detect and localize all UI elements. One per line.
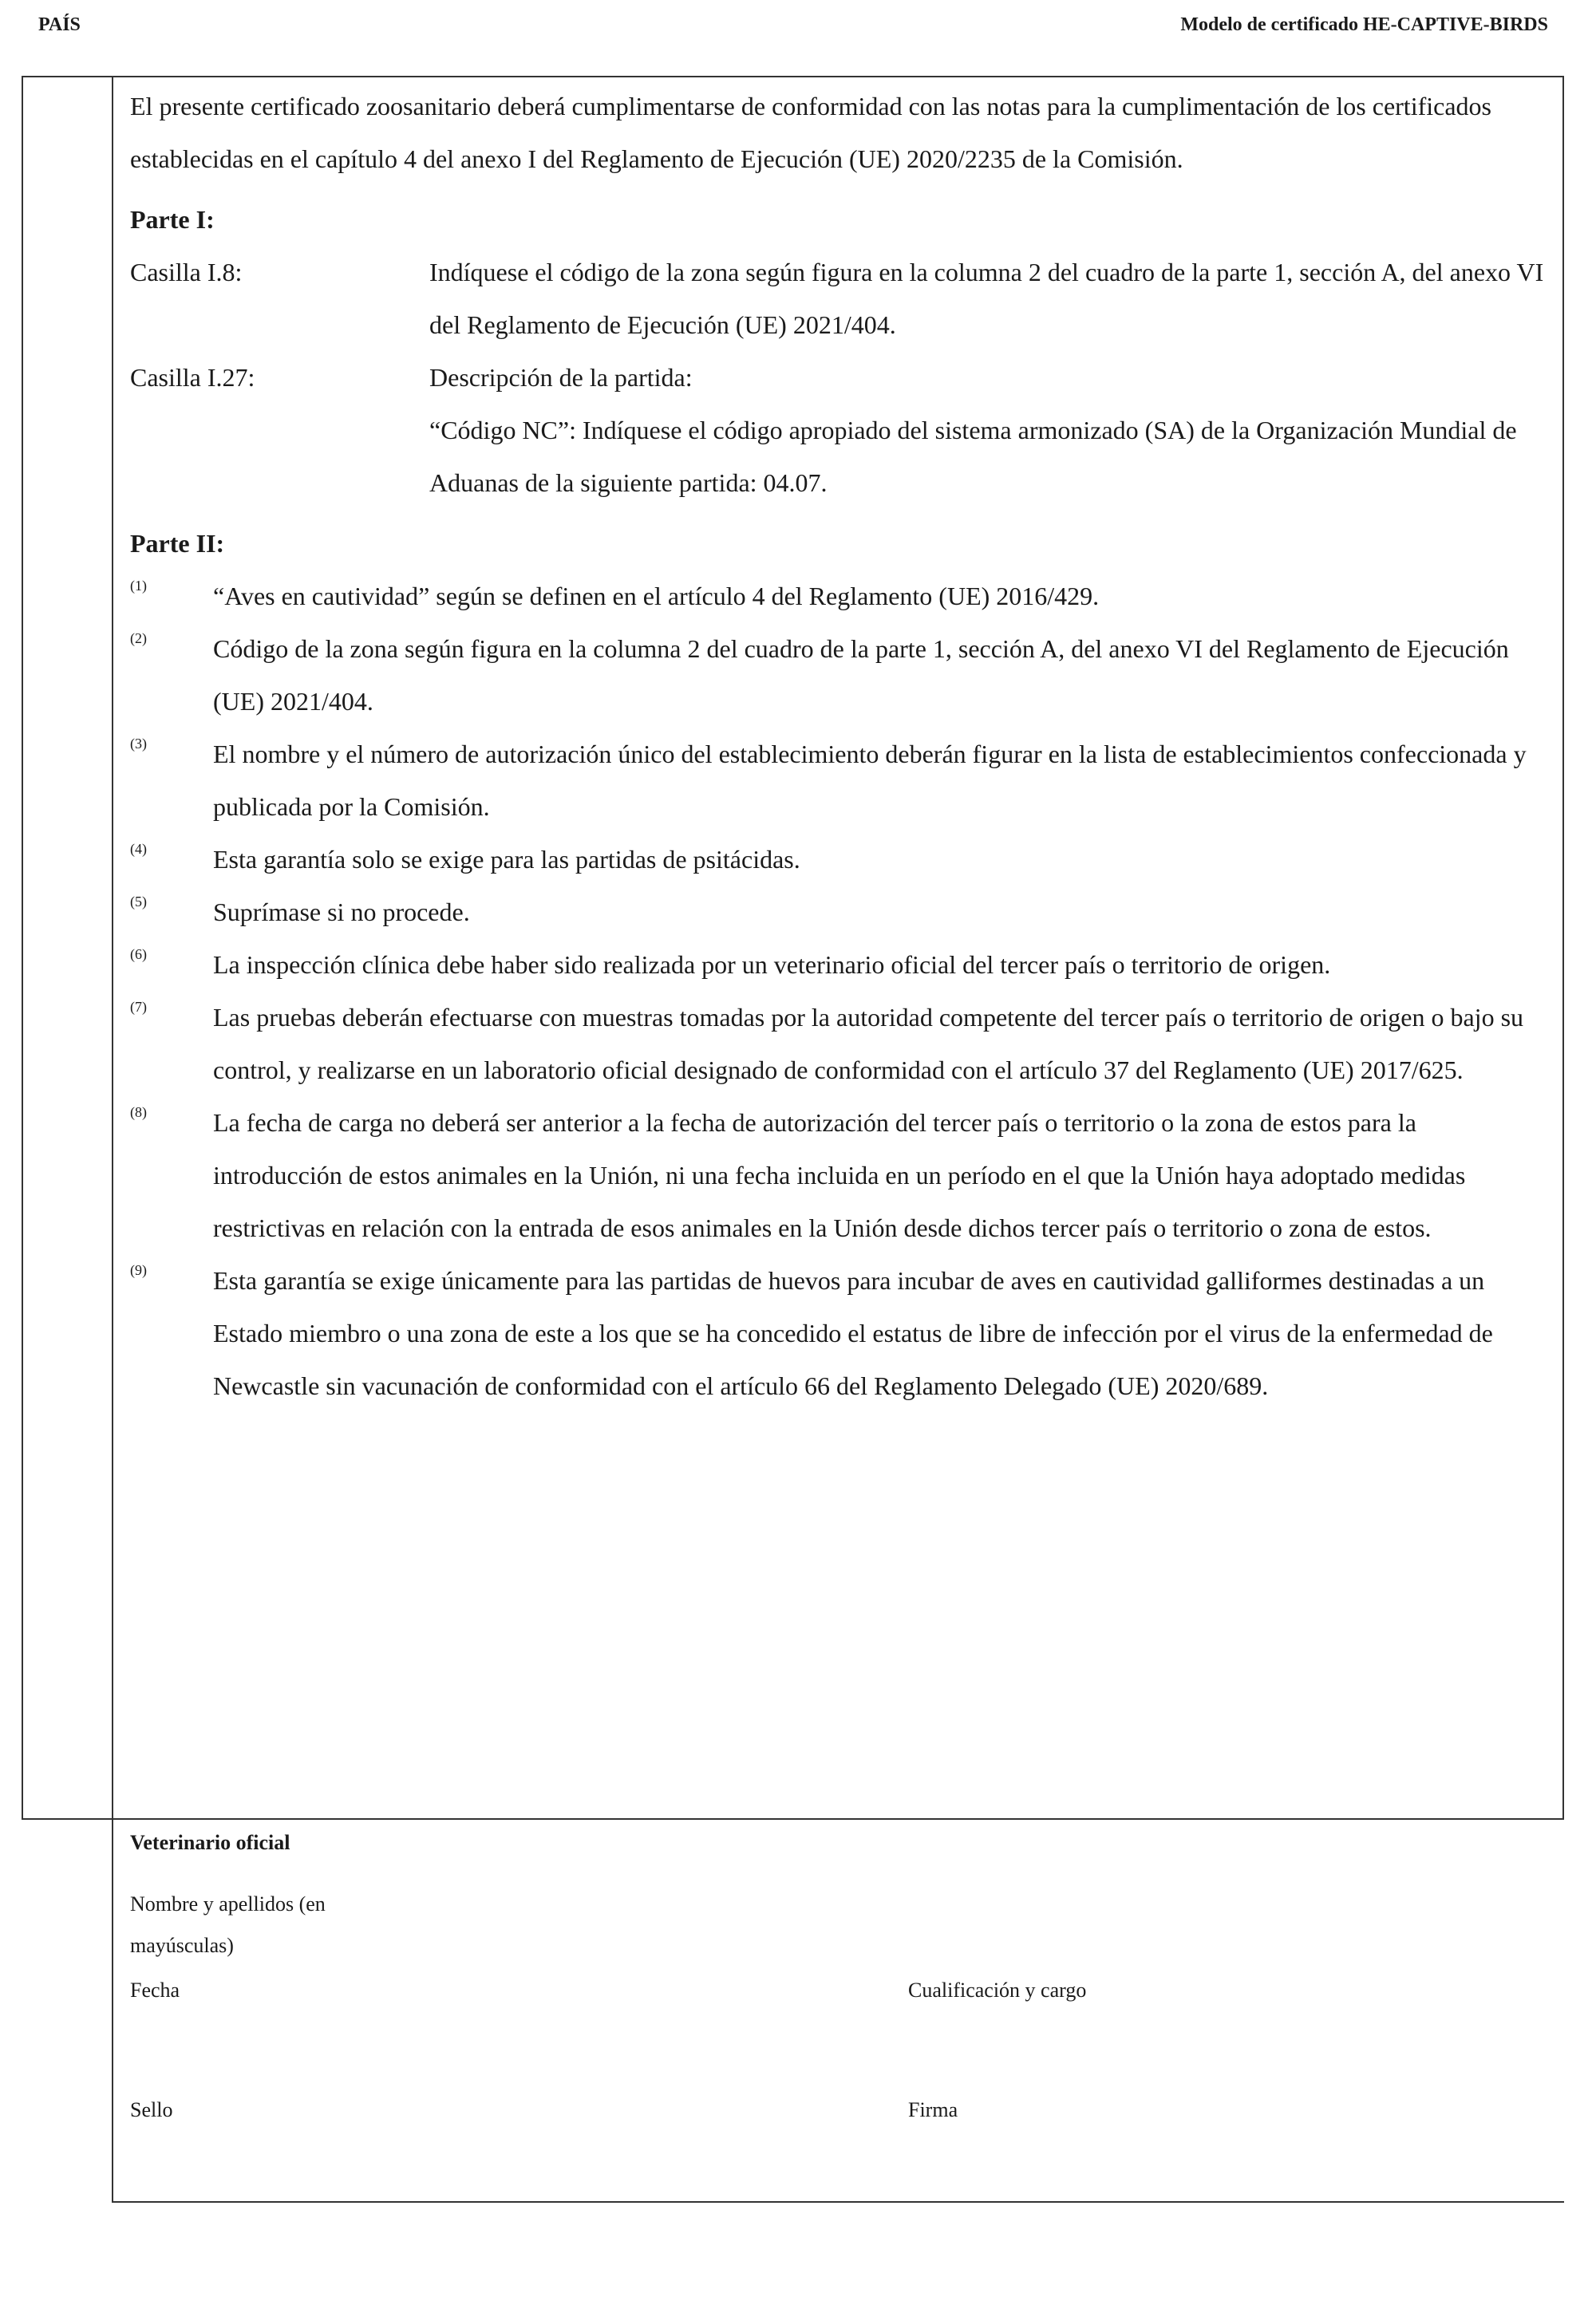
box-i27-label: Casilla I.27:: [130, 363, 255, 392]
country-label: PAÍS: [38, 14, 81, 35]
note-item: [130, 1096, 1551, 1254]
note-text: Suprímase si no procede.: [213, 898, 470, 926]
intro-paragraph: El presente certificado zoosanitario deberá cumplimentarse de conformidad con las notas para la cumplimentación de los certificados establecidas en el capítulo 4 del anexo I del Reglamento de Ejecución (UE) 2020/2235 de la Comisión.: [130, 92, 1491, 173]
note-text: Esta garantía se exige únicamente para las partidas de huevos para incubar de aves en cautividad galliformes destinadas a un Estado miembro o una zona de este a los que se ha concedido el estatus de libre de infección por el virus de la enfermedad de Newcastle sin vacunación de conformidad con el artículo 66 del Reglamento Delegado (UE) 2020/689.: [213, 1266, 1493, 1400]
note-text: “Aves en cautividad” según se definen en el artículo 4 del Reglamento (UE) 2016/429.: [213, 582, 1100, 610]
note-item: [130, 570, 1551, 622]
qualification-field-label: Cualificación y cargo: [908, 1979, 1087, 2002]
note-text: El nombre y el número de autorización único del establecimiento deberán figurar en la lista de establecimientos confeccionada y publicada por la Comisión.: [213, 740, 1527, 821]
notes-section: [130, 80, 1551, 1412]
note-text: Código de la zona según figura en la columna 2 del cuadro de la parte 1, sección A, del anexo VI del Reglamento de Ejecución (UE) 2021/404.: [213, 634, 1509, 716]
box-i27-row: [130, 351, 1551, 509]
note-number: (2): [130, 630, 147, 646]
note-number: (8): [130, 1104, 147, 1120]
box-i8-row: [130, 246, 1551, 351]
date-field-label: Fecha: [130, 1979, 180, 2002]
frame-bottom-border: [112, 2201, 1564, 2203]
note-item: [130, 622, 1551, 728]
note-number: (7): [130, 999, 147, 1015]
note-number: (1): [130, 578, 147, 594]
part2-title: Parte II:: [130, 529, 225, 558]
frame-separator: [22, 1818, 1564, 1820]
box-i27-line2: “Código NC”: Indíquese el código apropiado del sistema armonizado (SA) de la Organización Mundial de Aduanas de la siguiente partida: 04.07.: [429, 416, 1517, 497]
note-number: (4): [130, 841, 147, 857]
note-number: (9): [130, 1262, 147, 1278]
note-number: (5): [130, 894, 147, 909]
note-item: [130, 991, 1551, 1096]
signature-field-label: Firma: [908, 2098, 958, 2121]
note-number: (3): [130, 736, 147, 752]
note-text: La fecha de carga no deberá ser anterior a la fecha de autorización del tercer país o territorio o la zona de estos para la introducción de estos animales en la Unión, ni una fecha incluida en un período en el que la Unión haya adoptado medidas restrictivas en relación con la entrada de esos animales en la Unión desde dichos tercer país o territorio o zona de estos.: [213, 1108, 1466, 1242]
note-item: [130, 1254, 1551, 1412]
name-field-label: Nombre y apellidos (en mayúsculas): [130, 1892, 326, 1957]
note-text: Las pruebas deberán efectuarse con muestras tomadas por la autoridad competente del tercer país o territorio de origen o bajo su control, y realizarse en un laboratorio oficial designado de conformidad con el artículo 37 del Reglamento (UE) 2017/625.: [213, 1003, 1524, 1084]
box-i8-text: Indíquese el código de la zona según figura en la columna 2 del cuadro de la parte 1, sección A, del anexo VI del Reglamento de Ejecución (UE) 2021/404.: [429, 258, 1544, 339]
box-i27-line1: Descripción de la partida:: [429, 363, 693, 392]
part1-title: Parte I:: [130, 205, 215, 234]
note-item: [130, 728, 1551, 833]
note-text: Esta garantía solo se exige para las partidas de psitácidas.: [213, 845, 800, 874]
stamp-field-label: Sello: [130, 2098, 173, 2121]
frame-top-border: [22, 76, 1564, 77]
note-item: [130, 938, 1551, 991]
official-vet-title: Veterinario oficial: [130, 1831, 290, 1854]
note-item: [130, 886, 1551, 938]
box-i8-label: Casilla I.8:: [130, 258, 243, 286]
note-text: La inspección clínica debe haber sido realizada por un veterinario oficial del tercer país o territorio de origen.: [213, 950, 1331, 979]
box-i27-text: [429, 351, 1551, 509]
frame-right-border: [1562, 76, 1564, 1819]
note-item: [130, 833, 1551, 886]
frame-inner-left-border: [112, 76, 113, 2202]
certificate-model-label: Modelo de certificado HE-CAPTIVE-BIRDS: [1180, 14, 1548, 35]
note-number: (6): [130, 946, 147, 962]
frame-left-border: [22, 76, 23, 1819]
